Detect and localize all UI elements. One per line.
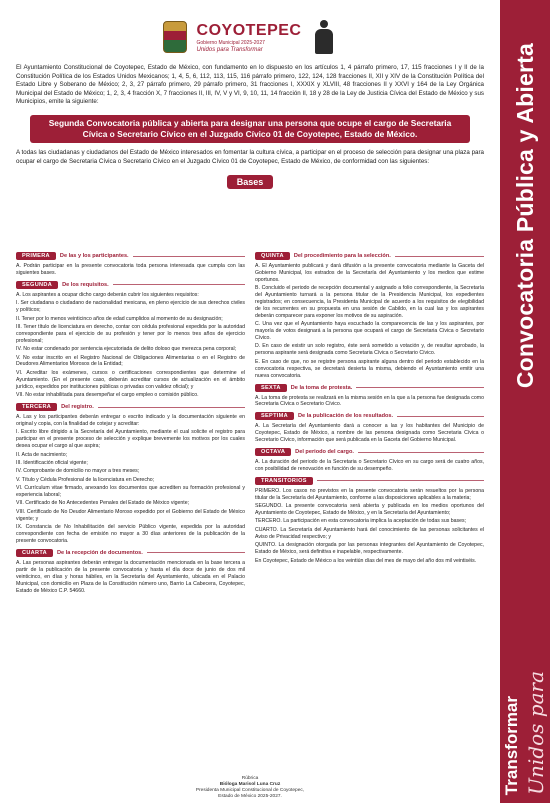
section-title-septima: De la publicación de los resultados. <box>297 413 394 420</box>
signature-period: Estado de México 2025-2027. <box>218 794 282 799</box>
section-quinta-item: B. Concluido el periodo de recepción documental y asignado a folio correspondiente, la Secretaría del Ayuntamiento turnará a la persona titular de la Presidencia Municipal, los expedientes registrados; en consecuencia, la Presidenta Municipal de acuerdo a los requisitos de elegibilidad de los recurrentes en su propuesta en una sesión de Cabildo, en la cual las y los aspirantes deberán comparecer para exponer los motivos de su aspiración. <box>255 285 484 319</box>
section-header-octava <box>255 448 484 456</box>
side-title-text: Convocatoria Pública y Abierta <box>511 43 538 389</box>
slogan-bold: Transformar <box>502 695 521 795</box>
section-tag-primera: PRIMERA <box>16 252 56 260</box>
brand-name: COYOTEPEC <box>196 21 302 39</box>
convocatoria-banner: Segunda Convocatoria pública y abierta para designar una persona que ocupe el cargo de Secretaria Cívica o Secretario Cívico en el Juzgado Cívico 01 de Coyotepec, Estado de México. <box>30 115 470 143</box>
left-column <box>16 248 245 596</box>
section-tag-cuarta: CUARTA <box>16 549 53 557</box>
side-title <box>504 6 546 426</box>
section-divider <box>98 407 245 408</box>
section-tag-septima: SEPTIMA <box>255 412 294 420</box>
section-tercera-item: I. Escrito libre dirigido a la Secretaría del Ayuntamiento, mediante el cual solicite el registro para participar en el presente proceso de selección y explique brevemente los motivos por los cuales desea ocupar el cargo al que aspira; <box>16 429 245 450</box>
section-tag-transitorios: TRANSITORIOS <box>255 477 313 485</box>
section-divider <box>358 452 484 453</box>
section-tag-tercera: TERCERA <box>16 403 57 411</box>
section-tercera-item: II. Acta de nacimiento; <box>16 451 68 458</box>
signature-block <box>16 776 484 800</box>
section-title-octava: Del periodo del cargo. <box>295 449 354 456</box>
section-title-segunda: De los requisitos. <box>62 281 109 288</box>
signature-name: Bióloga Marisol Luna Cruz <box>219 782 281 787</box>
section-tag-quinta: QUINTA <box>255 252 290 260</box>
section-tag-sexta: SEXTA <box>255 384 287 392</box>
signature-title: Presidenta Municipal Constitucional de Coyotepec, <box>195 788 305 793</box>
section-tercera-item: VIII. Certificado de No Deudor Alimentario Moroso expedido por el Gobierno del Estado de México vigente; y <box>16 508 245 522</box>
header <box>0 14 500 60</box>
section-header-cuarta <box>16 549 245 557</box>
section-header-transitorios <box>255 477 484 485</box>
section-tercera-item: III. Identificación oficial vigente; <box>16 459 88 466</box>
section-transitorios-item: TERCERO. La participación en esta convocatoria implica la aceptación de todas sus bases; <box>255 518 467 525</box>
section-segunda-item: IV. No estar condenado por sentencia ejecutoriada de delito doloso que merezca pena corporal; <box>16 346 237 353</box>
intro-text: El Ayuntamiento Constitucional de Coyotepec, Estado de México, con fundamento en lo dispuesto en los artículos 1, 4 párrafo primero, 17, 115 fracciones I y II de la Constitución Política de los Estados Unidos Mexicanos; 1, 4, 5, 6, 112, 113, 115, 116 párrafo primero, 122, 124, 128 fracciones II, XII y XIV de la Constitución Política del Estado Libre y Soberano de México; 2, 3, 27 párrafo primero, 29 párrafo primero, 31 fracciones I, XXXIX y XLVIII, 48 fracciones II y XXVI y 164 de la Ley Orgánica Municipal del Estado de México; 1, 2, 3, 4 fracción X, 7 fracciones II, III, IV, V y VI, 9, 10, 11, 14 fracción II, 18 y 28 de la Ley de Justicia Cívica del Estado de México y sus Municipios, emite la siguiente: <box>16 64 484 106</box>
bases-label: Bases <box>227 175 274 189</box>
section-tercera-item: VII. Certificado de No Antecedentes Penales del Estado de México vigente; <box>16 500 190 507</box>
slogan-script: Unidos para <box>524 671 548 795</box>
section-header-tercera <box>16 403 245 411</box>
section-segunda-item: V. No estar inscrito en el Registro Nacional de Obligaciones Alimentarias o en el Registro de Deudores Alimentarios Morosos de la Entidad; <box>16 354 245 368</box>
section-title-cuarta: De la recepción de documentos. <box>57 549 143 556</box>
section-divider <box>133 256 245 257</box>
section-divider <box>356 387 484 388</box>
section-tag-segunda: SEGUNDA <box>16 281 58 289</box>
section-tag-octava: OCTAVA <box>255 448 291 456</box>
section-transitorios-item: En Coyotepec, Estado de México a los veintiún días del mes de mayo del año dos mil veintiséis. <box>255 557 477 564</box>
section-cuarta-item: A. Las personas aspirantes deberán entregar la documentación mencionada en la base tercera a partir de la publicación de la presente convocatoria y hasta el día doce de junio de dos mil veinticinco, en días y horas hábiles, en la Secretaría del Ayuntamiento, ubicada en el Palacio Municipal, con domicilio en Plaza de la Constitución número uno, Barrio La Cabecera, Coyotepec, Estado de México C.P. 54660. <box>16 559 245 594</box>
section-octava-item: A. La duración del periodo de la Secretaria o Secretario Cívico en su cargo será de cuatro años, con posibilidad de renovación en función de su desempeño. <box>255 459 484 472</box>
section-tercera-item: VI. Currículum vitae firmado, anexando los documentos que acrediten su formación profesional y experiencia laboral; <box>16 485 245 499</box>
section-segunda-item: III. Tener título de licenciatura en derecho, contar con cédula profesional expedida por la autoridad correspondiente para el ejercicio de su profesión y tener por lo menos tres años de ejercicio profesional; <box>16 323 245 344</box>
right-column <box>255 248 484 596</box>
section-tercera-item: A. Las y los participantes deberán entregar o escrito indicado y la documentación siguiente en original y copia, con la finalidad de cotejar y acreditar: <box>16 414 245 427</box>
bases-columns <box>16 248 484 596</box>
section-divider <box>397 416 484 417</box>
section-segunda-item: II. Tener por lo menos veinticinco años de edad cumplidos al momento de su designación; <box>16 315 223 322</box>
section-transitorios-item: PRIMERO. Los casos no previstos en la presente convocatoria serán resueltos por la persona titular de la Secretaría del Ayuntamiento, conforme a las disposiciones aplicables a la materia; <box>255 487 484 501</box>
section-segunda-item: I. Ser ciudadana o ciudadano de nacionalidad mexicana, en pleno ejercicio de sus derechos civiles y políticos; <box>16 300 245 314</box>
section-septima-item: A. La Secretaría del Ayuntamiento dará a conocer a las y los habitantes del Municipio de Coyotepec, Estado de México, a nombre de las persona designada como Secretaria Cívica o Secretario Cívico, información que será publicada en la Gaceta del Gobierno Municipal. <box>255 423 484 444</box>
side-band <box>500 0 550 803</box>
section-tercera-item: V. Título y Cédula Profesional de la licenciatura en Derecho; <box>16 476 155 483</box>
section-header-segunda <box>16 281 245 289</box>
section-header-sexta <box>255 384 484 392</box>
section-divider <box>147 552 245 553</box>
section-tercera-item: IX. Constancia de No Inhabilitación del servicio Público vigente, expedida por la autoridad correspondiente con fecha de emisión no mayor a 30 días anteriores de la publicación de la presente convocatoria. <box>16 524 245 544</box>
section-segunda-item: VI. Acreditar los exámenes, cursos o certificaciones correspondientes que determine el Ayuntamiento. (En el presente caso, deberán acreditar cursos de actualización en el ámbito jurídico, expedidos por instituciones públicas o privadas con validez oficial); y <box>16 369 245 390</box>
brand-slogan: Unidos para Transformar <box>196 46 263 53</box>
section-divider <box>113 284 245 285</box>
section-header-quinta <box>255 252 484 260</box>
section-title-primera: De las y los participantes. <box>59 253 129 259</box>
intro-section <box>16 64 484 190</box>
section-divider <box>317 480 484 481</box>
monument-figure-icon <box>311 20 337 54</box>
invitation-text: A todas las ciudadanas y ciudadanos del Estado de México interesados en fomentar la cultura cívica, a participar en el proceso de selección para designar una plaza para ocupar el cargo de Secretaria Cívica o Secretario Cívico en el Juzgado Cívico 01 de Coyotepec, Estado de México, de conformidad con las siguientes: <box>16 148 484 165</box>
section-transitorios-item: QUINTO. La designación otorgada por las personas integrantes del Ayuntamiento de Coyotepec, Estado de México, será definitiva e inapelable, respectivamente. <box>255 542 484 556</box>
signature-rubrica: Rúbrica <box>241 776 259 781</box>
section-segunda-item: A. Los aspirantes a ocupar dicho cargo deberán cubrir los siguientes requisitos: <box>16 291 199 298</box>
brand-block <box>197 22 302 53</box>
section-title-quinta: Del procedimiento para la selección. <box>293 253 391 259</box>
section-transitorios-item: SEGUNDO. La presente convocatoria será abierta y publicada en los medios oportunos del Ayuntamiento de Coyotepec, Estado de México, y en la Secretaría del Ayuntamiento; <box>255 503 484 517</box>
section-header-primera <box>16 252 245 260</box>
section-tercera-item: IV. Comprobante de domicilio no mayor a tres meses; <box>16 468 140 475</box>
municipal-seal-icon <box>163 21 187 53</box>
section-quinta-item: C. Una vez que el Ayuntamiento haya escuchado la comparecencia de las y los aspirantes, por mayoría de votos designará a la persona que ocupará el cargo de Secretaria Cívica o Secretario Cívico. <box>255 321 484 342</box>
section-quinta-item: E. En caso de que, no se registre persona aspirante alguna dentro del periodo establecido en la convocatoria respectiva, se decretará desierta la misma, debiendo el Ayuntamiento emitir una nueva convocatoria. <box>255 358 484 379</box>
side-slogan <box>502 545 548 795</box>
section-transitorios-item: CUARTO. La Secretaría del Ayuntamiento hará del conocimiento de las personas solicitantes el Aviso de Privacidad respectivo; y <box>255 526 484 540</box>
section-title-tercera: Del registro. <box>61 404 94 410</box>
section-quinta-item: A. El Ayuntamiento publicará y dará difusión a la presente convocatoria mediante la Gaceta del Gobierno Municipal, los estrados de la Secretaría del Ayuntamiento y los medios que estime oportunos. <box>255 263 484 283</box>
section-header-septima <box>255 412 484 420</box>
brand-subtitle: Gobierno Municipal 2025-2027 <box>196 39 265 46</box>
section-segunda-item: VII. No estar inhabilitada para desempeñar el cargo empleo o comisión público. <box>16 392 199 399</box>
section-sexta-item: A. La toma de protesta se realizará en la misma sesión en la que a la persona fue designada como Secretaria Cívica o Secretario Cívico. <box>255 394 484 408</box>
section-divider <box>395 256 484 257</box>
section-primera-item: A. Podrán participar en la presente convocatoria toda persona interesada que cumpla con las siguientes bases. <box>16 263 245 276</box>
section-quinta-item: D. En caso de existir un solo registro, éste será sometido a votación y, de resultar aprobado, la persona aspirante será designada como Secretaria Cívica o Secretario Cívico. <box>255 343 484 357</box>
section-title-sexta: De la toma de protesta. <box>290 384 353 391</box>
